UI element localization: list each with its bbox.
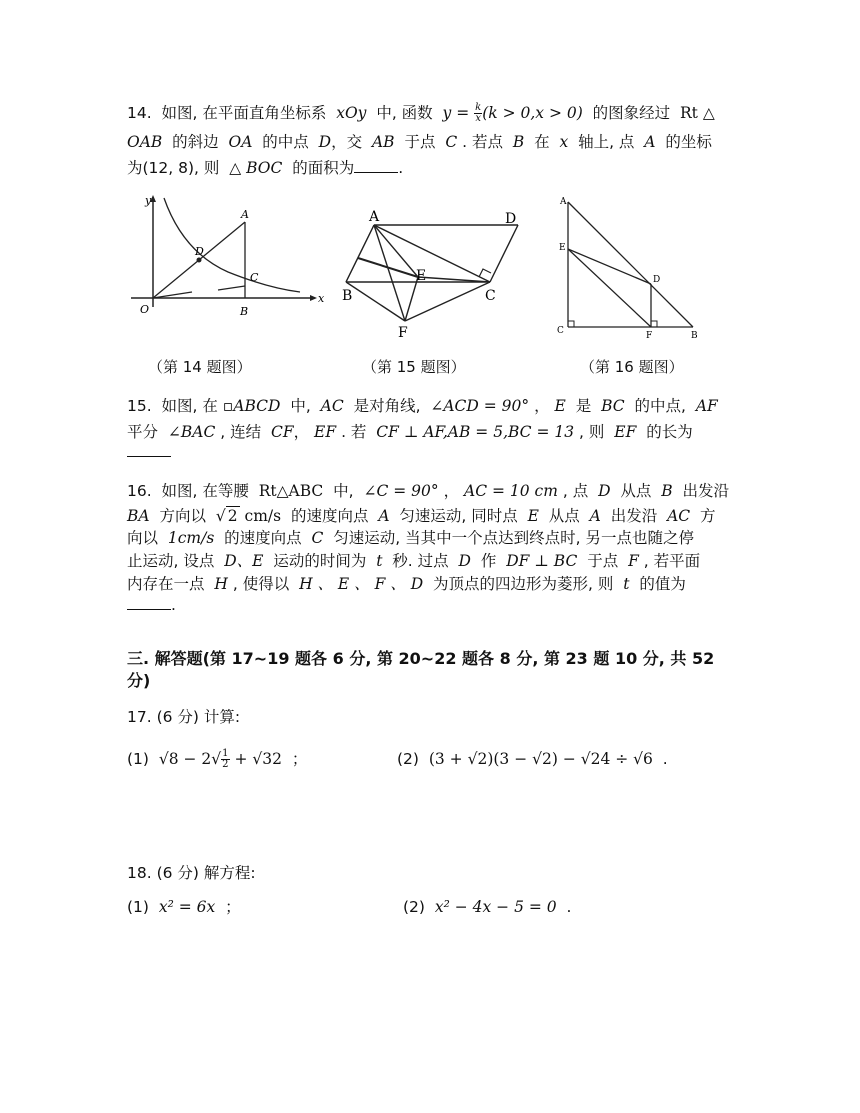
text: 内存在一点 xyxy=(127,575,205,593)
part-label: (2) xyxy=(397,750,419,768)
text: 的坐标 xyxy=(665,133,712,151)
text: 方向以 xyxy=(159,507,206,525)
text: . xyxy=(566,898,572,916)
text: 为(12, 8), 则 xyxy=(127,159,220,177)
math: OA xyxy=(228,133,253,151)
text: 的值为 xyxy=(639,575,686,593)
text: 方 xyxy=(700,507,716,525)
text: ，交 xyxy=(331,133,363,151)
math: D xyxy=(318,133,332,151)
label-B: B xyxy=(691,331,698,341)
math: xOy xyxy=(336,104,367,122)
label-A: A xyxy=(241,208,249,221)
segment-AC xyxy=(374,225,490,282)
question-number: 16. xyxy=(127,482,152,500)
text: , 连结 xyxy=(220,423,262,441)
figure-16 xyxy=(552,192,707,342)
numerator: k xyxy=(475,102,482,113)
text: 从点 xyxy=(548,507,580,525)
text: 中, xyxy=(333,482,354,500)
section-3-heading-cont: 分) xyxy=(127,671,151,690)
label-E: E xyxy=(559,243,566,253)
math: AC xyxy=(667,507,691,525)
text: 平分 xyxy=(127,423,159,441)
math: Rt △ xyxy=(680,104,715,122)
math: BA xyxy=(127,507,150,525)
text: 秒. 过点 xyxy=(392,552,449,570)
segment-OC-end xyxy=(218,286,245,290)
answer-blank xyxy=(127,595,171,610)
text: , 点 xyxy=(562,482,589,500)
point-D xyxy=(197,258,202,263)
math: t xyxy=(376,552,383,570)
text: 的面积为 xyxy=(292,159,355,177)
text: ， xyxy=(534,397,550,415)
math: ∠BAC xyxy=(167,423,216,441)
label-F: F xyxy=(398,325,408,341)
math: t xyxy=(623,575,630,593)
text: 向以 xyxy=(127,529,159,547)
math: Rt△ABC xyxy=(258,482,324,500)
text: 如图, 在平面直角坐标系 xyxy=(161,104,327,122)
math: D、E xyxy=(224,552,264,570)
text: , 若平面 xyxy=(643,552,701,570)
q18-part2 xyxy=(403,896,571,918)
q16-line2 xyxy=(127,505,716,527)
q14-line2 xyxy=(127,131,712,153)
q18-part1 xyxy=(127,896,241,918)
math: (k > 0,x > 0) xyxy=(482,104,583,122)
math: E xyxy=(527,507,539,525)
question-number: 14. xyxy=(127,104,152,122)
text: . 若点 xyxy=(462,133,503,151)
label-A: A xyxy=(369,209,380,225)
math: 2 xyxy=(227,507,238,525)
q14-line3 xyxy=(127,157,403,179)
segment-EF xyxy=(568,249,651,327)
x-axis-arrow xyxy=(310,295,317,301)
segment-FC xyxy=(405,282,490,321)
math: ∠ACD = 90° xyxy=(430,397,530,415)
math: C xyxy=(445,133,458,151)
text: , 使得以 xyxy=(232,575,290,593)
label-D: D xyxy=(195,245,204,258)
math: (3 + √2)(3 − √2) − √24 ÷ √6 xyxy=(428,750,653,768)
text: 的速度向点 xyxy=(290,507,369,525)
part-label: (1) xyxy=(127,750,149,768)
segment-ED xyxy=(568,249,651,284)
q16-line4 xyxy=(127,550,700,572)
text: 匀速运动, 同时点 xyxy=(399,507,518,525)
label-E: E xyxy=(416,268,427,284)
text: 中, 函数 xyxy=(376,104,433,122)
label-C: C xyxy=(485,288,496,304)
math: ∠C = 90° xyxy=(363,482,439,500)
text: 的中点 xyxy=(262,133,309,151)
math: y = xyxy=(442,104,470,122)
q16-line3 xyxy=(127,527,694,549)
q15-line1 xyxy=(127,395,718,417)
sqrt-symbol: √ xyxy=(215,507,226,525)
math: x² = 6x xyxy=(158,898,216,916)
figure-15 xyxy=(340,205,525,340)
label-x: x xyxy=(318,292,325,305)
text: 的斜边 xyxy=(172,133,219,151)
q16-line5 xyxy=(127,573,686,595)
math: √8 − 2 xyxy=(158,750,212,768)
math: AC = 10 cm xyxy=(464,482,558,500)
math: AC xyxy=(320,397,344,415)
section-3-heading: 三. 解答题(第 17~19 题各 6 分, 第 20~22 题各 8 分, 第 23 题 10 分, 共 52 xyxy=(127,649,715,668)
denominator: 2 xyxy=(222,759,229,770)
label-D: D xyxy=(653,275,661,285)
label-D: D xyxy=(505,211,517,227)
hyperbola-curve xyxy=(164,198,300,292)
text: 于点 xyxy=(404,133,436,151)
text: 匀速运动, 当其中一个点达到终点时, 另一点也随之停 xyxy=(333,529,694,547)
sqrt-symbol: √ xyxy=(211,750,222,768)
numerator: 1 xyxy=(222,748,229,759)
label-C: C xyxy=(557,326,564,336)
math: F xyxy=(628,552,639,570)
label-F: F xyxy=(646,331,653,341)
text: 的图象经过 xyxy=(592,104,671,122)
math: C xyxy=(311,529,324,547)
right-angle-F xyxy=(651,321,657,327)
math: AF xyxy=(695,397,718,415)
label-B: B xyxy=(240,305,249,318)
math: H 、 E 、 F 、 D xyxy=(299,575,424,593)
math: E xyxy=(554,397,566,415)
segment-EC xyxy=(418,277,490,282)
math: EF xyxy=(314,423,337,441)
math: cm/s xyxy=(244,507,282,525)
fraction-one-half xyxy=(221,749,229,770)
text: . xyxy=(398,159,404,177)
label-O: O xyxy=(140,303,150,316)
text: . xyxy=(662,750,668,768)
math: H xyxy=(214,575,228,593)
math: ABCD xyxy=(233,397,281,415)
math: x xyxy=(559,133,569,151)
text: 是对角线, xyxy=(353,397,421,415)
math: B xyxy=(661,482,673,500)
part-label: (2) xyxy=(403,898,425,916)
figure-14 xyxy=(128,192,338,322)
q16-line6 xyxy=(127,594,176,616)
math: A xyxy=(589,507,601,525)
text: ， xyxy=(293,423,310,441)
caption-figure-15: （第 15 题图） xyxy=(362,358,466,376)
text: 于点 xyxy=(587,552,619,570)
q17-title: 17. (6 分) 计算: xyxy=(127,708,241,726)
label-B: B xyxy=(342,288,353,304)
math: D xyxy=(458,552,471,570)
right-angle-mark xyxy=(479,269,491,277)
text: 运动的时间为 xyxy=(273,552,367,570)
math: A xyxy=(644,133,656,151)
text: 的速度向点 xyxy=(224,529,302,547)
question-number: 15. xyxy=(127,397,152,415)
math: AB xyxy=(371,133,395,151)
math: EF xyxy=(614,423,637,441)
math: B xyxy=(512,133,525,151)
math: △ BOC xyxy=(229,159,283,177)
segment-BA-inner xyxy=(346,225,374,282)
segment-DC xyxy=(490,225,518,282)
q17-part1 xyxy=(127,748,307,770)
math: x² − 4x − 5 = 0 xyxy=(434,898,557,916)
answer-blank xyxy=(354,158,398,173)
text: 的中点, xyxy=(634,397,686,415)
denominator: x xyxy=(475,113,481,124)
text: 为顶点的四边形为菱形, 则 xyxy=(433,575,614,593)
segment-BF xyxy=(346,282,405,321)
text: ； xyxy=(291,750,308,768)
q17-part2 xyxy=(397,748,668,770)
segment-bisector xyxy=(358,258,418,277)
caption-figure-14: （第 14 题图） xyxy=(148,358,252,376)
label-y: y xyxy=(145,194,152,207)
text: , 则 xyxy=(579,423,605,441)
text: 如图, 在 ▫ xyxy=(161,397,234,415)
math: OAB xyxy=(127,133,163,151)
part-label: (1) xyxy=(127,898,149,916)
q16-line1 xyxy=(127,480,729,502)
text: 轴上, 点 xyxy=(578,133,635,151)
text: . 若 xyxy=(341,423,367,441)
right-angle-C xyxy=(568,321,574,327)
text: ， xyxy=(443,482,460,500)
segment-AF xyxy=(374,225,405,321)
math: BC xyxy=(601,397,625,415)
text: 如图, 在等腰 xyxy=(161,482,249,500)
text: 从点 xyxy=(620,482,652,500)
answer-blank xyxy=(127,442,171,457)
math: A xyxy=(378,507,390,525)
text: 的长为 xyxy=(646,423,693,441)
math: CF ⊥ AF,AB = 5,BC = 13 xyxy=(376,423,575,441)
q15-line2 xyxy=(127,421,693,443)
text: 出发沿 xyxy=(610,507,658,525)
text: 出发沿 xyxy=(682,482,730,500)
q14-line1 xyxy=(127,102,715,124)
math: CF xyxy=(270,423,294,441)
text: 中, xyxy=(290,397,311,415)
text: 止运动, 设点 xyxy=(127,552,215,570)
math: 1cm/s xyxy=(167,529,215,547)
q18-title: 18. (6 分) 解方程: xyxy=(127,864,256,882)
text: ； xyxy=(225,898,241,916)
text: 在 xyxy=(534,133,550,151)
math: D xyxy=(598,482,611,500)
label-C: C xyxy=(250,271,259,284)
text: 作 xyxy=(480,552,497,570)
fraction-k-over-x xyxy=(474,103,482,124)
q15-line3 xyxy=(127,441,171,463)
text: 是 xyxy=(575,397,592,415)
text: . xyxy=(171,596,176,614)
math: DF ⊥ BC xyxy=(506,552,578,570)
math: + √32 xyxy=(234,750,282,768)
caption-figure-16: （第 16 题图） xyxy=(580,358,684,376)
label-A: A xyxy=(560,197,567,207)
